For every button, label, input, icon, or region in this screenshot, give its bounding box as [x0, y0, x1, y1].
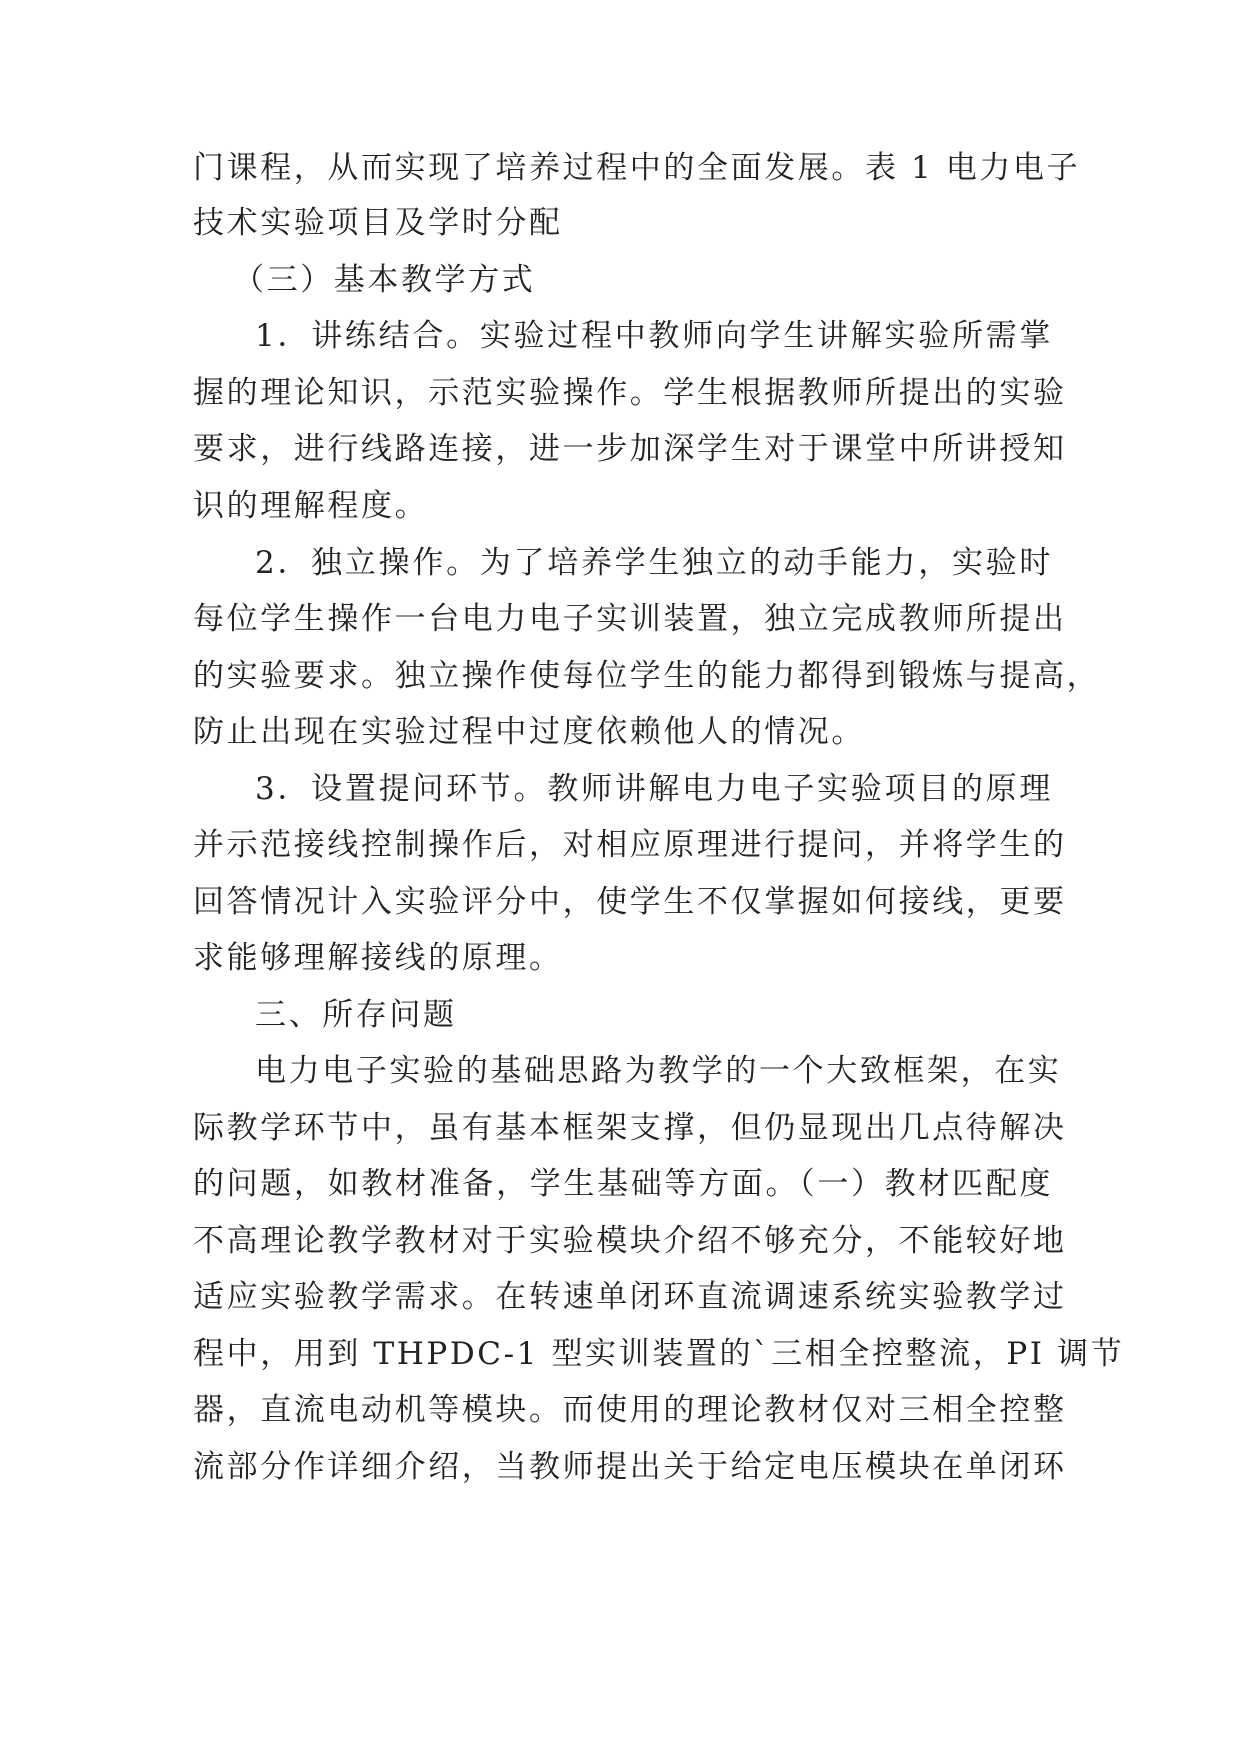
text-line-10: 的实验要求。独立操作使每位学生的能力都得到锻炼与提高， [193, 658, 1101, 694]
text-line-21: 适应实验教学需求。在转速单闭环直流调速系统实验教学过 [193, 1279, 1067, 1315]
section-heading-teaching-methods: （三）基本教学方式 [233, 262, 536, 298]
text-line-20: 不高理论教学教材对于实验模块介绍不够充分，不能较好地 [193, 1223, 1067, 1259]
text-line-22: 程中，用到 THPDC-1 型实训装置的`三相全控整流，PI 调节 [193, 1336, 1125, 1372]
text-line-7: 识的理解程度。 [193, 488, 429, 524]
text-line-4: 1．讲练结合。实验过程中教师向学生讲解实验所需掌 [255, 318, 1053, 354]
text-line-14: 回答情况计入实验评分中，使学生不仅掌握如何接线，更要 [193, 884, 1067, 920]
text-line-8: 2．独立操作。为了培养学生独立的动手能力，实验时 [255, 545, 1053, 581]
text-line-13: 并示范接线控制操作后，对相应原理进行提问，并将学生的 [193, 827, 1067, 863]
text-line-9: 每位学生操作一台电力电子实训装置，独立完成教师所提出 [193, 601, 1067, 637]
text-line-11: 防止出现在实验过程中过度依赖他人的情况。 [193, 714, 865, 750]
text-line-17: 电力电子实验的基础思路为教学的一个大致框架，在实 [255, 1053, 1062, 1089]
text-line-1: 门课程，从而实现了培养过程中的全面发展。表 1 电力电子 [193, 150, 1081, 186]
text-line-18: 际教学环节中，虽有基本框架支撑，但仍显现出几点待解决 [193, 1110, 1067, 1146]
section-heading-existing-problems: 三、所存问题 [255, 997, 457, 1033]
text-line-6: 要求，进行线路连接，进一步加深学生对于课堂中所讲授知 [193, 431, 1067, 467]
text-line-5: 握的理论知识，示范实验操作。学生根据教师所提出的实验 [193, 375, 1067, 411]
text-line-24: 流部分作详细介绍，当教师提出关于给定电压模块在单闭环 [193, 1449, 1067, 1485]
text-line-12: 3．设置提问环节。教师讲解电力电子实验项目的原理 [255, 771, 1053, 807]
text-line-2: 技术实验项目及学时分配 [193, 205, 563, 241]
text-line-23: 器，直流电动机等模块。而使用的理论教材仅对三相全控整 [193, 1392, 1067, 1428]
text-line-15: 求能够理解接线的原理。 [193, 940, 563, 976]
text-line-19: 的问题，如教材准备，学生基础等方面。（一）教材匹配度 [193, 1166, 1053, 1202]
